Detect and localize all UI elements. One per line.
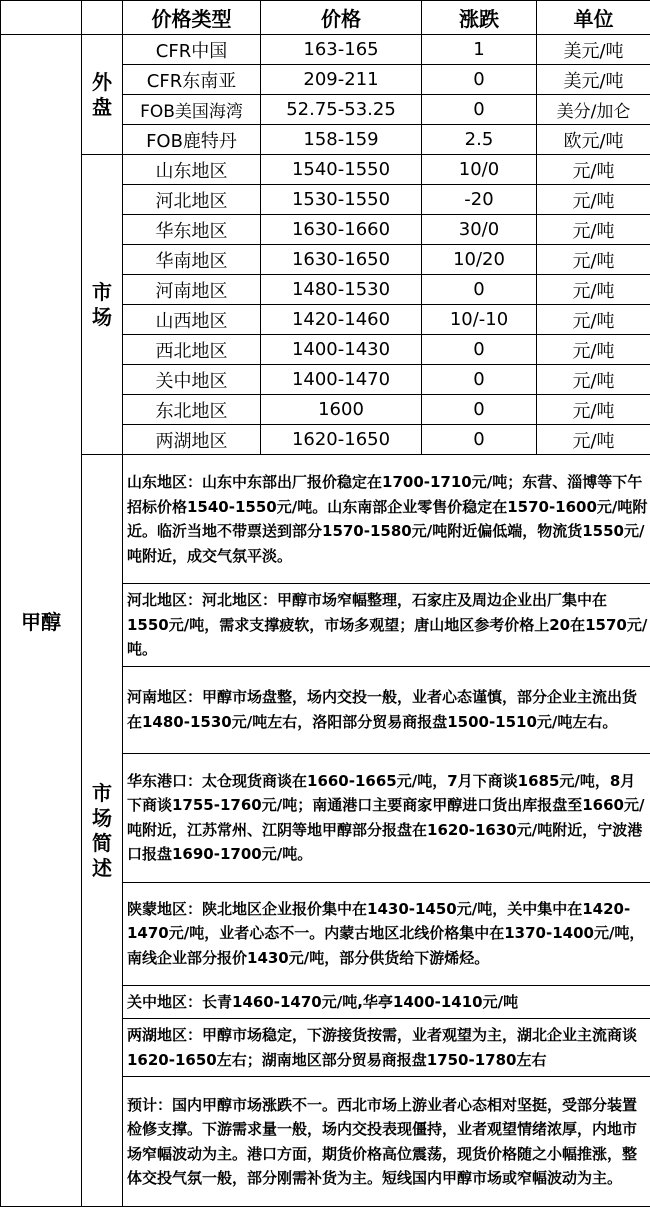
price-value: 1400-1430	[261, 335, 422, 365]
category-char: 简	[82, 831, 122, 856]
price-change: 0	[422, 425, 537, 455]
price-unit: 元/吨	[537, 305, 650, 335]
price-type: 关中地区	[123, 365, 261, 395]
price-value: 1600	[261, 395, 422, 425]
product-name: 甲醇	[1, 35, 82, 1207]
price-unit: 美元/吨	[537, 65, 650, 95]
category-char: 市	[82, 781, 122, 806]
price-change: -20	[422, 185, 537, 215]
price-type: FOB美国海湾	[123, 95, 261, 125]
price-change: 1	[422, 35, 537, 65]
price-change: 10/-10	[422, 305, 537, 335]
price-value: 1400-1470	[261, 365, 422, 395]
price-change: 0	[422, 65, 537, 95]
header-row	[1, 1, 650, 35]
price-change: 0	[422, 95, 537, 125]
summary-note-east-china-port: 华东港口：太仓现货商谈在1660-1665元/吨，7月下商谈1685元/吨，8月下商谈1755-1760元/吨；南通港口主要商家甲醇进口货出库报盘至1660元/吨附近，江苏常州、江阴等地甲醇部分报盘在1620-1630元/吨附近，宁波港口报盘1690-1700元/吨。	[123, 753, 650, 882]
price-type: 山东地区	[123, 155, 261, 185]
price-type: 河北地区	[123, 185, 261, 215]
header-blank-2	[82, 1, 123, 35]
category-char: 述	[82, 856, 122, 881]
price-value: 209-211	[261, 65, 422, 95]
price-unit: 元/吨	[537, 335, 650, 365]
category-char: 场	[82, 305, 122, 330]
price-type: 西北地区	[123, 335, 261, 365]
header-price: 价格	[261, 1, 422, 35]
price-value: 1620-1650	[261, 425, 422, 455]
price-unit: 元/吨	[537, 425, 650, 455]
price-unit: 欧元/吨	[537, 125, 650, 155]
price-unit: 元/吨	[537, 245, 650, 275]
price-change: 2.5	[422, 125, 537, 155]
price-value: 1630-1650	[261, 245, 422, 275]
price-change: 0	[422, 335, 537, 365]
price-type: 东北地区	[123, 395, 261, 425]
price-change: 10/20	[422, 245, 537, 275]
table-row	[1, 35, 650, 65]
price-value: 1420-1460	[261, 305, 422, 335]
price-type: FOB鹿特丹	[123, 125, 261, 155]
price-type: 山西地区	[123, 305, 261, 335]
price-value: 1540-1550	[261, 155, 422, 185]
price-unit: 元/吨	[537, 215, 650, 245]
category-char: 市	[82, 280, 122, 305]
price-type: 华东地区	[123, 215, 261, 245]
header-unit: 单位	[537, 1, 650, 35]
header-blank	[1, 1, 82, 35]
category-summary	[82, 455, 123, 1207]
price-change: 10/0	[422, 155, 537, 185]
summary-note-forecast: 预计：国内甲醇市场涨跌不一。西北市场上游业者心态相对坚挺，受部分装置检修支撑。下游需求量一般，场内交投表现僵持，业者观望情绪浓厚，内地市场窄幅波动为主。港口方面，期货价格高位震荡，现货价格随之小幅推涨，整体交投气氛一般，部分刚需补货为主。短线国内甲醇市场或窄幅波动为主。	[123, 1077, 650, 1207]
category-foreign	[82, 35, 123, 155]
price-change: 0	[422, 275, 537, 305]
price-type: CFR中国	[123, 35, 261, 65]
price-unit: 元/吨	[537, 275, 650, 305]
price-change: 0	[422, 365, 537, 395]
price-type: 华南地区	[123, 245, 261, 275]
price-unit: 美元/吨	[537, 35, 650, 65]
summary-note-henan: 河南地区：甲醇市场盘整，场内交投一般，业者心态谨慎，部分企业主流出货在1480-1530元/吨左右，洛阳部分贸易商报盘1500-1510元/吨左右。	[123, 666, 650, 753]
table-row	[1, 155, 650, 185]
price-unit: 元/吨	[537, 185, 650, 215]
price-type: 两湖地区	[123, 425, 261, 455]
price-value: 1630-1660	[261, 215, 422, 245]
header-change: 涨跌	[422, 1, 537, 35]
header-type: 价格类型	[123, 1, 261, 35]
price-value: 52.75-53.25	[261, 95, 422, 125]
summary-note-shaanxi-inner-mongolia: 陕蒙地区：陕北地区企业报价集中在1430-1450元/吨，关中集中在1420-1470元/吨，业者心态不一。内蒙古地区北线价格集中在1370-1400元/吨，南线企业部分报价1430元/吨，部分供货给下游烯烃。	[123, 882, 650, 985]
price-value: 158-159	[261, 125, 422, 155]
summary-note-hebei: 河北地区：河北地区：甲醇市场窄幅整理，石家庄及周边企业出厂集中在1550元/吨，需求支撑疲软，市场多观望；唐山地区参考价格上20在1570元/吨。	[123, 584, 650, 667]
summary-note-guanzhong: 关中地区：长青1460-1470元/吨,华亭1400-1410元/吨	[123, 985, 650, 1019]
price-type: 河南地区	[123, 275, 261, 305]
price-unit: 元/吨	[537, 155, 650, 185]
category-char: 外	[82, 70, 122, 95]
price-value: 163-165	[261, 35, 422, 65]
price-value: 1480-1530	[261, 275, 422, 305]
price-change: 30/0	[422, 215, 537, 245]
price-unit: 元/吨	[537, 365, 650, 395]
summary-note-shandong: 山东地区：山东中东部出厂报价稳定在1700-1710元/吨；东营、淄博等下午招标价格1540-1550元/吨。山东南部企业零售价稳定在1570-1600元/吨附近。临沂当地不带票送到部分1570-1580元/吨附近偏低端，物流货1550元/吨附近，成交气氛平淡。	[123, 455, 650, 584]
price-type: CFR东南亚	[123, 65, 261, 95]
category-char: 场	[82, 806, 122, 831]
price-value: 1530-1550	[261, 185, 422, 215]
price-change: 0	[422, 395, 537, 425]
summary-note-lianghu: 两湖地区：甲醇市场稳定，下游接货按需，业者观望为主，湖北企业主流商谈1620-1650左右；湖南地区部分贸易商报盘1750-1780左右	[123, 1019, 650, 1077]
price-unit: 元/吨	[537, 395, 650, 425]
category-char: 盘	[82, 95, 122, 120]
price-unit: 美分/加仑	[537, 95, 650, 125]
category-market	[82, 155, 123, 455]
summary-row	[1, 455, 650, 584]
